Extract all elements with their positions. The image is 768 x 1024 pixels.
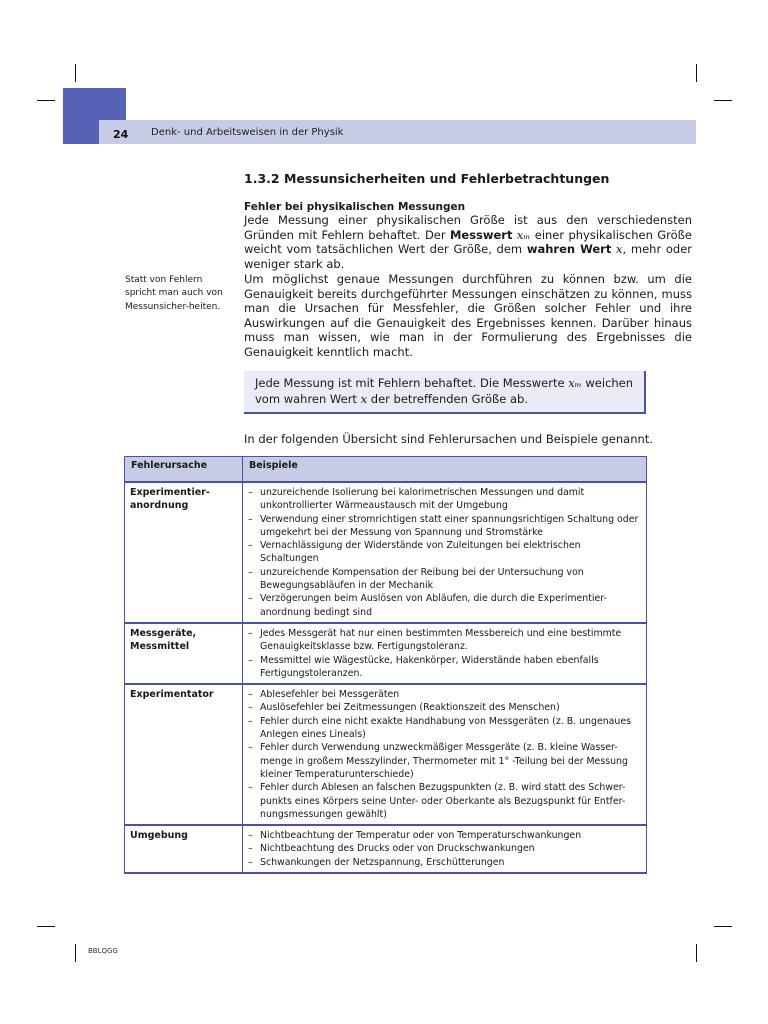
crop-mark [696, 64, 697, 82]
margin-note: Statt von Fehlern spricht man auch von Messunsicher-heiten. [125, 275, 223, 312]
paragraph-1-text: Jede Messung einer physikalischen Größe ist aus den verschiedensten Gründen mit Fehlern behaftet. Der [244, 213, 692, 242]
symbol-x: x [360, 391, 368, 406]
list-item: – Vernachlässigung der Widerstände von Zuleitungen bei elektrischen Schaltungen [248, 539, 642, 566]
overview-text: In der folgenden Übersicht sind Fehlerursachen und Beispiele genannt. [244, 432, 653, 446]
list-item: – Fehler durch Ablesen an falschen Bezugspunkten (z. B. wird statt des Schwer-punkts eines Körpers seine Unter- oder Oberkante als Bezugspunkt für Entfer-nungsmessungen gewählt) [248, 781, 642, 821]
page-number: 24 [113, 128, 129, 141]
list-item: – Fehler durch eine nicht exakte Handhabung von Messgeräten (z. B. ungenaues Anlegen eines Lineals) [248, 715, 642, 742]
crop-mark [714, 926, 732, 927]
list-item: – Fehler durch Verwendung unzweckmäßiger Messgeräte (z. B. kleine Wasser-menge in großem Messzylinder, Thermometer mit 1° -Teilung bei der Messung kleiner Temperaturunterschiede) [248, 741, 642, 781]
note-text: der betreffenden Größe ab. [367, 391, 528, 406]
symbol-xm: xₘ [568, 376, 582, 390]
note-text: Jede Messung ist mit Fehlern behaftet. Die Messwerte [255, 376, 569, 390]
table-row [125, 684, 647, 825]
list-item: – Ablesefehler bei Messgeräten [248, 688, 642, 701]
cause-cell: Experimentator [125, 684, 243, 825]
crop-mark [714, 100, 732, 101]
list-item: – Jedes Messgerät hat nur einen bestimmten Messbereich und eine bestimmte Genauigkeitsklasse bzw. Fertigungstoleranz. [248, 627, 642, 654]
cause-cell: Umgebung [125, 825, 243, 873]
examples-cell [243, 825, 647, 873]
crop-mark [75, 64, 76, 82]
paragraph-2: Um möglichst genaue Messungen durchführen zu können bzw. um die Genauigkeit bereits durchgeführter Messungen einschätzen zu können, muss man die Ursachen für Messfehler, die Größen solcher Fehler und ihre Auswirkungen auf die Genauigkeit des Ergebnisses kennen. Darüber hinaus muss man wissen, wie man in der Formulierung des Ergebnisses die Genauigkeit kenntlich macht. [244, 272, 692, 359]
list-item: – Nichtbeachtung der Temperatur oder von Temperaturschwankungen [248, 829, 642, 842]
note-text: weichen vom wahren Wert [255, 376, 634, 406]
column-header-examples: Beispiele [243, 457, 647, 483]
section-title: 1.3.2 Messunsicherheiten und Fehlerbetrachtungen [244, 171, 610, 186]
table-header-row [125, 457, 647, 483]
footer-code: BBLQGG [88, 947, 118, 955]
crop-mark [37, 100, 55, 101]
error-sources-table [124, 456, 647, 874]
symbol-xm: xₘ [516, 227, 531, 242]
paragraph-1 [244, 213, 692, 271]
cause-cell: Experimentier-anordnung [125, 482, 243, 623]
note-box [244, 371, 646, 414]
cause-cell: Messgeräte, Messmittel [125, 623, 243, 684]
term-wahrer-wert: wahren Wert [526, 242, 612, 257]
subheading: Fehler bei physikalischen Messungen [244, 201, 466, 213]
symbol-x: x [616, 242, 623, 257]
running-title: Denk- und Arbeitsweisen in der Physik [151, 127, 344, 138]
paragraph-1-text: , mehr oder weniger stark ab. [244, 242, 692, 271]
list-item: – Messmittel wie Wägestücke, Hakenkörper, Widerstände haben ebenfalls Fertigungstoleranzen. [248, 654, 642, 681]
examples-cell [243, 684, 647, 825]
list-item: – unzureichende Isolierung bei kalorimetrischen Messungen und damit unkontrollierter Wärmeaustausch mit der Umgebung [248, 486, 642, 513]
list-item: – Nichtbeachtung des Drucks oder von Druckschwankungen [248, 842, 642, 855]
crop-mark [37, 926, 55, 927]
examples-cell [243, 623, 647, 684]
term-messwert: Messwert [449, 227, 513, 242]
column-header-cause: Fehlerursache [125, 457, 243, 483]
list-item: – Verwendung einer stromrichtigen statt einer spannungsrichtigen Schaltung oder umgekehrt bei der Messung von Spannung und Stromstärke [248, 513, 642, 540]
table-row [125, 623, 647, 684]
table-row [125, 825, 647, 873]
crop-mark [696, 944, 697, 962]
crop-mark [75, 944, 76, 962]
table-row [125, 482, 647, 623]
examples-cell [243, 482, 647, 623]
list-item: – Verzögerungen beim Auslösen von Abläufen, die durch die Experimentier-anordnung bedingt sind [248, 592, 642, 619]
paragraph-1-text: einer physikalischen Größe weicht vom tatsächlichen Wert der Größe, dem [244, 227, 692, 257]
list-item: – unzureichende Kompensation der Reibung bei der Untersuchung von Bewegungsabläufen in der Mechanik [248, 566, 642, 593]
list-item: – Auslösefehler bei Zeitmessungen (Reaktionszeit des Menschen) [248, 701, 642, 714]
list-item: – Schwankungen der Netzspannung, Erschütterungen [248, 856, 642, 869]
